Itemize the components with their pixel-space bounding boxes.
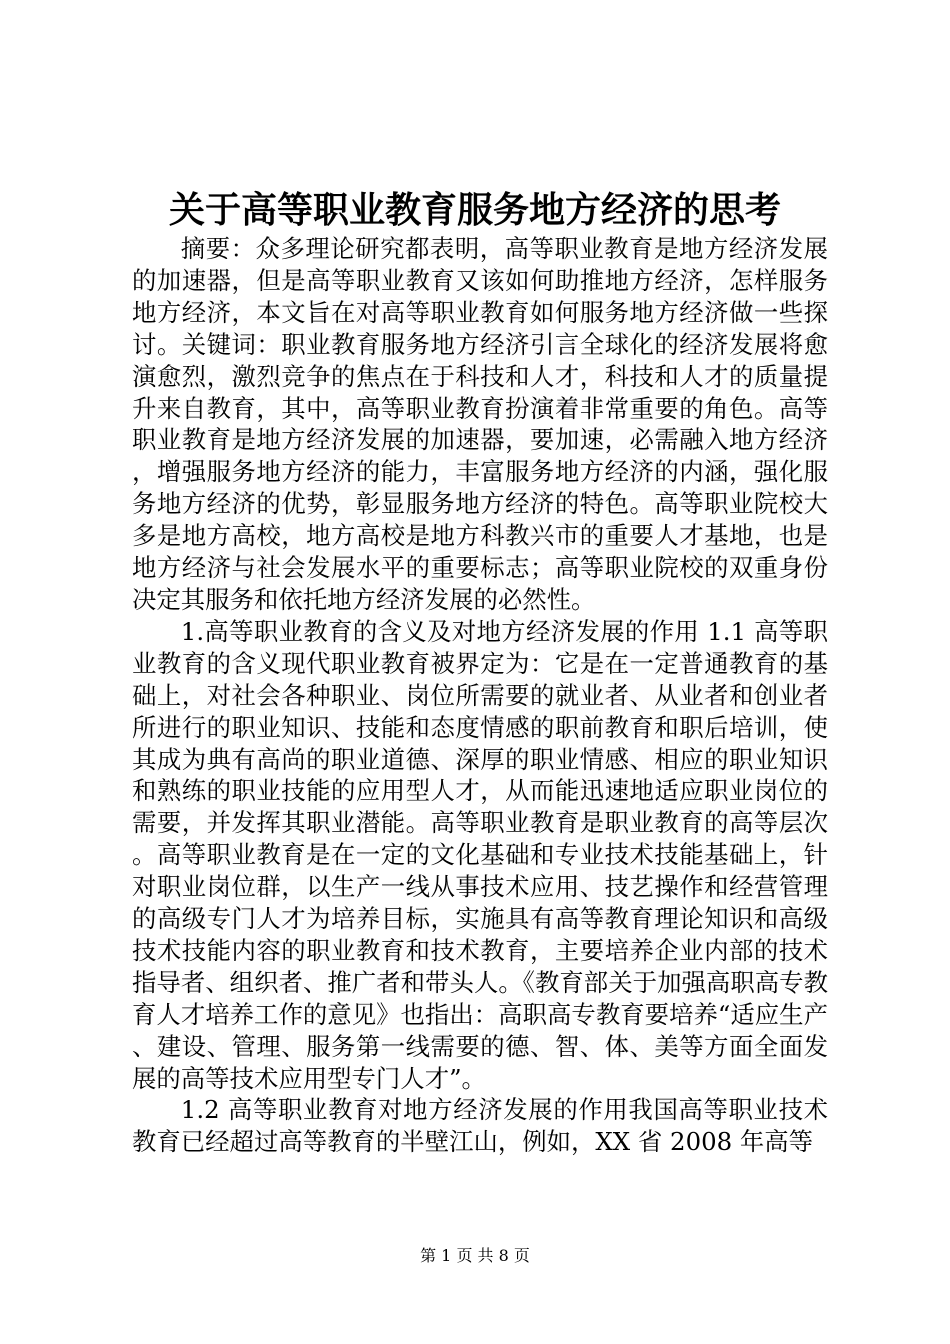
paragraph-section-1-2: 1.2 高等职业教育对地方经济发展的作用我国高等职业技术教育已经超过高等教育的半壁江山，例如，XX 省 2008 年高等 bbox=[132, 1095, 828, 1157]
paragraph-abstract: 摘要：众多理论研究都表明，高等职业教育是地方经济发展的加速器，但是高等职业教育又该如何助推地方经济，怎样服务地方经济，本文旨在对高等职业教育如何服务地方经济做一些探讨。关键词：职业教育服务地方经济引言全球化的经济发展将愈演愈烈，激烈竞争的焦点在于科技和人才，科技和人才的质量提升来自教育，其中，高等职业教育扮演着非常重要的角色。高等职业教育是地方经济发展的加速器，要加速，必需融入地方经济，增强服务地方经济的能力，丰富服务地方经济的内涵，强化服务地方经济的优势，彰显服务地方经济的特色。高等职业院校大多是地方高校，地方高校是地方科教兴市的重要人才基地，也是地方经济与社会发展水平的重要标志；高等职业院校的双重身份决定其服务和依托地方经济发展的必然性。 bbox=[132, 234, 828, 614]
page-number-footer: 第 1 页 共 8 页 bbox=[420, 1246, 530, 1265]
paragraph-section-1: 1.高等职业教育的含义及对地方经济发展的作用 1.1 高等职业教育的含义现代职业教育被界定为：它是在一定普通教育的基础上，对社会各种职业、岗位所需要的就业者、从业者和创业者所进行的职业知识、技能和态度情感的职前教育和职后培训，使其成为典有高尚的职业道德、深厚的职业情感、相应的职业知识和熟练的职业技能的应用型人才，从而能迅速地适应职业岗位的需要，并发挥其职业潜能。高等职业教育是职业教育的高等层次。高等职业教育是在一定的文化基础和专业技术技能基础上，针对职业岗位群，以生产一线从事技术应用、技艺操作和经营管理的高级专门人才为培养目标，实施具有高等教育理论知识和高级技术技能内容的职业教育和技术教育，主要培养企业内部的技术指导者、组织者、推广者和带头人。《教育部关于加强高职高专教育人才培养工作的意见》也指出：高职高专教育要培养“适应生产、建设、管理、服务第一线需要的德、智、体、美等方面全面发展的高等技术应用型专门人才”。 bbox=[132, 616, 828, 1093]
document-title: 关于高等职业教育服务地方经济的思考 bbox=[168, 189, 781, 231]
document-body bbox=[132, 233, 828, 1158]
